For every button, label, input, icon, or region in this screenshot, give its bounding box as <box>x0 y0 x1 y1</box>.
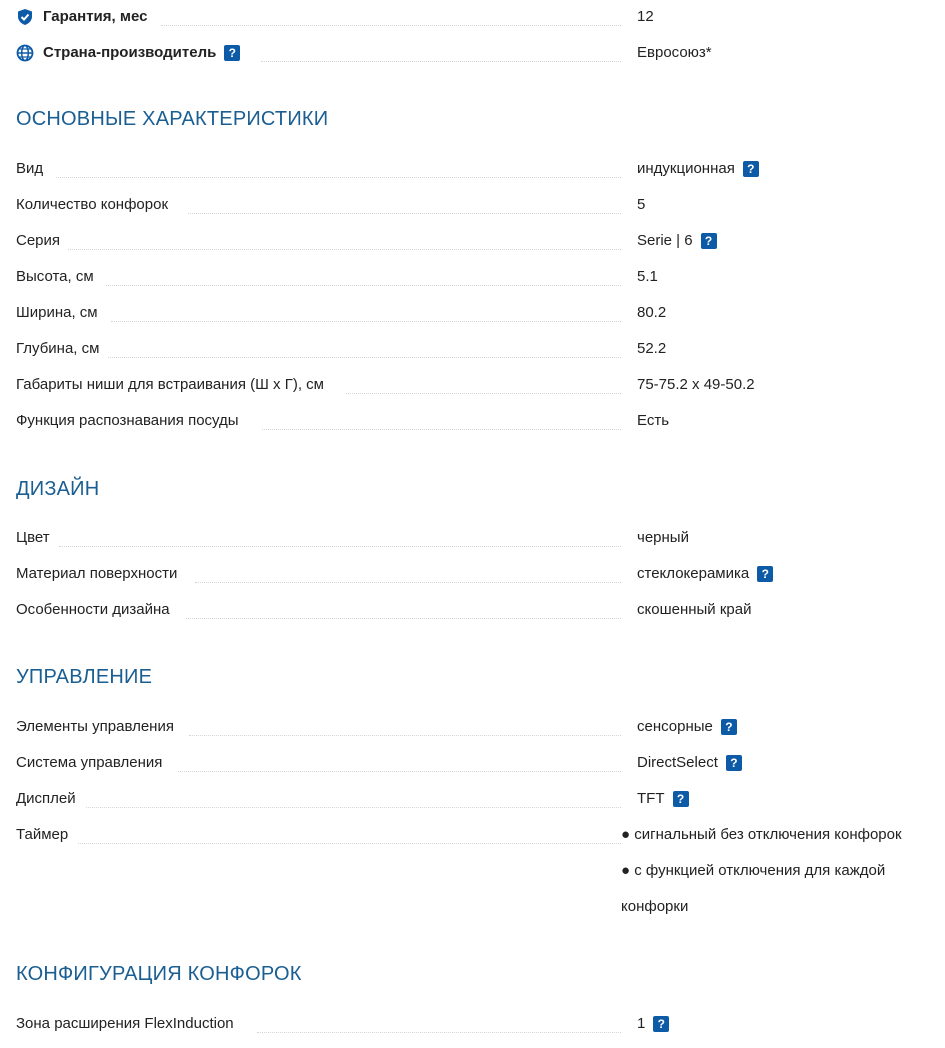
spec-value: скошенный край <box>637 601 752 618</box>
spec-value: 5 <box>637 196 646 213</box>
spec-label: Особенности дизайна <box>16 601 170 618</box>
spec-value-line: ● с функцией отключения для каждой <box>621 862 886 879</box>
help-icon[interactable]: ? <box>721 719 737 735</box>
dotted-leader <box>346 393 621 394</box>
spec-row <box>16 151 931 187</box>
spec-row <box>16 367 931 403</box>
spec-row <box>16 745 931 781</box>
spec-label: Ширина, см <box>16 304 98 321</box>
spec-label: Гарантия, мес <box>43 8 148 25</box>
dotted-leader <box>186 618 621 619</box>
spec-row <box>16 403 931 439</box>
globe-icon <box>16 44 34 62</box>
spec-value: 80.2 <box>637 304 667 321</box>
spec-value: индукционная <box>637 160 735 177</box>
spec-value: 1 <box>637 1015 646 1032</box>
dotted-leader <box>261 61 621 62</box>
dotted-leader <box>161 25 621 26</box>
dotted-leader <box>195 582 621 583</box>
section-title-design: ДИЗАЙН <box>16 478 100 500</box>
dotted-leader <box>188 213 621 214</box>
spec-row <box>16 709 931 745</box>
spec-row <box>16 781 931 817</box>
spec-label: Элементы управления <box>16 718 174 735</box>
help-icon[interactable]: ? <box>701 233 717 249</box>
dotted-leader <box>178 771 621 772</box>
spec-label: Страна-производитель <box>43 44 217 61</box>
dotted-leader <box>59 546 621 547</box>
dotted-leader <box>86 807 621 808</box>
section-title-config: КОНФИГУРАЦИЯ КОНФОРОК <box>16 963 302 985</box>
spec-row <box>16 187 931 223</box>
spec-row <box>16 1006 931 1042</box>
dotted-leader <box>111 321 621 322</box>
spec-label: Система управления <box>16 754 163 771</box>
spec-label: Глубина, см <box>16 340 100 357</box>
spec-value: TFT <box>637 790 665 807</box>
spec-label: Количество конфорок <box>16 196 169 213</box>
spec-row <box>16 520 931 556</box>
help-icon[interactable]: ? <box>743 161 759 177</box>
spec-label: Габариты ниши для встраивания (Ш x Г), см <box>16 376 324 393</box>
section-title-control: УПРАВЛЕНИЕ <box>16 666 153 688</box>
help-icon[interactable]: ? <box>726 755 742 771</box>
spec-label: Материал поверхности <box>16 565 178 582</box>
timer-values <box>621 817 902 925</box>
dotted-leader <box>78 843 621 844</box>
dotted-leader <box>262 429 621 430</box>
spec-label: Цвет <box>16 529 50 546</box>
spec-value: 12 <box>637 8 654 25</box>
spec-value-line: ● сигнальный без отключения конфорок <box>621 826 902 843</box>
spec-value: черный <box>637 529 689 546</box>
dotted-leader <box>189 735 621 736</box>
spec-value: стеклокерамика <box>637 565 750 582</box>
help-icon[interactable]: ? <box>224 45 240 61</box>
spec-label: Функция распознавания посуды <box>16 412 239 429</box>
spec-label: Высота, см <box>16 268 94 285</box>
spec-value: 75-75.2 x 49-50.2 <box>637 376 755 393</box>
dotted-leader <box>257 1032 621 1033</box>
spec-value: сенсорные <box>637 718 713 735</box>
dotted-leader <box>106 285 621 286</box>
dotted-leader <box>56 177 621 178</box>
dotted-leader <box>68 249 621 250</box>
spec-value: Есть <box>637 412 670 429</box>
spec-row-country <box>16 35 931 71</box>
spec-row <box>16 295 931 331</box>
spec-value: Serie | 6 <box>637 232 693 249</box>
dotted-leader <box>108 357 621 358</box>
spec-value: 5.1 <box>637 268 658 285</box>
spec-row <box>16 592 931 628</box>
help-icon[interactable]: ? <box>757 566 773 582</box>
shield-check-icon <box>16 8 34 26</box>
spec-row <box>16 259 931 295</box>
spec-label: Вид <box>16 160 44 177</box>
spec-row <box>16 223 931 259</box>
spec-value-line: конфорки <box>621 898 689 915</box>
spec-label: Серия <box>16 232 61 249</box>
spec-row <box>16 331 931 367</box>
help-icon[interactable]: ? <box>673 791 689 807</box>
help-icon[interactable]: ? <box>653 1016 669 1032</box>
section-title-main: ОСНОВНЫЕ ХАРАКТЕРИСТИКИ <box>16 108 329 130</box>
spec-row <box>16 556 931 592</box>
spec-label: Дисплей <box>16 790 76 807</box>
spec-value: DirectSelect <box>637 754 718 771</box>
spec-value: Евросоюз* <box>637 44 712 61</box>
spec-label: Зона расширения FlexInduction <box>16 1015 234 1032</box>
spec-value: 52.2 <box>637 340 667 357</box>
spec-label: Таймер <box>16 826 69 843</box>
spec-row-warranty <box>16 0 931 35</box>
